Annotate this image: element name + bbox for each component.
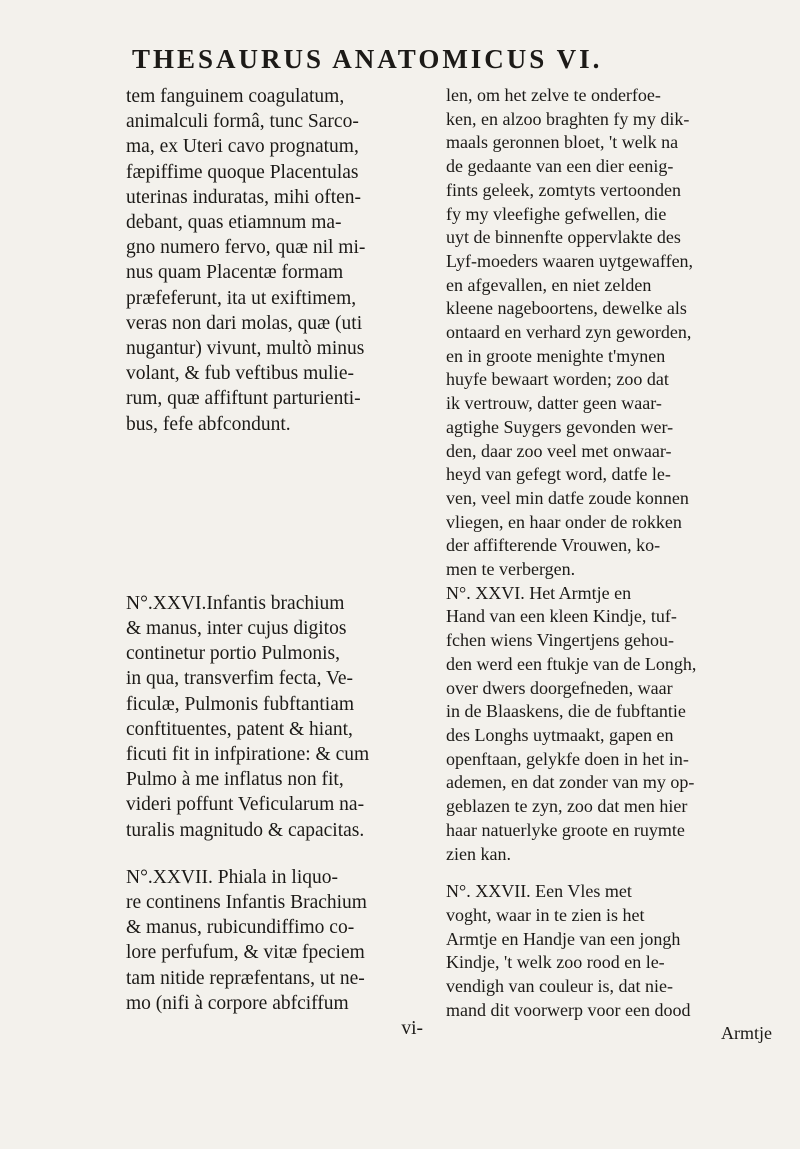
text-line: maals geronnen bloet, 't welk na xyxy=(446,132,679,153)
dutch-paragraph-1 xyxy=(446,84,776,582)
text-line: Hand van een kleen Kindje, tuf- xyxy=(446,606,677,627)
dutch-paragraph-3 xyxy=(446,880,776,1046)
text-line: N°. XXVI. Het Armtje en xyxy=(446,582,632,603)
text-line: in qua, transverfim fecta, Ve- xyxy=(126,668,354,690)
text-line: rum, quæ affiftunt parturienti- xyxy=(126,388,361,410)
text-line: nus quam Placentæ formam xyxy=(126,262,344,284)
text-line: conftituentes, patent & hiant, xyxy=(126,718,353,740)
text-line: animalculi formâ, tunc Sarco- xyxy=(126,111,359,133)
text-line: openftaan, gelykfe doen in het in- xyxy=(446,748,689,769)
running-head: THESAURUS ANATOMICUS VI. xyxy=(132,44,603,74)
text-line: vliegen, en haar onder de rokken xyxy=(446,511,682,532)
text-line: huyfe bewaart worden; zoo dat xyxy=(446,369,669,390)
text-line: ken, en alzoo braghten fy my dik- xyxy=(446,108,690,129)
text-line: Lyf-moeders waaren uytgewaffen, xyxy=(446,250,694,271)
text-line: Kindje, 't welk zoo rood en le- xyxy=(446,952,665,973)
text-line: de gedaante van een dier eenig- xyxy=(446,156,674,177)
text-line: fæpiffime quoque Placentulas xyxy=(126,161,359,183)
text-line: ficulæ, Pulmonis fubftantiam xyxy=(126,693,355,715)
text-line: videri poffunt Veficularum na- xyxy=(126,794,365,816)
text-line: men te verbergen. xyxy=(446,559,576,580)
latin-paragraph-3 xyxy=(126,865,431,1041)
text-line: Armtje en Handje van een jongh xyxy=(446,928,681,949)
paragraph-gap xyxy=(446,866,776,880)
paragraph-gap xyxy=(126,843,431,865)
dutch-column xyxy=(446,84,776,1046)
text-line: nugantur) vivunt, multò minus xyxy=(126,338,365,360)
text-line: vendigh van couleur is, dat nie- xyxy=(446,976,673,997)
latin-paragraph-1 xyxy=(126,84,431,437)
text-line: geblazen te zyn, zoo dat men hier xyxy=(446,796,688,817)
text-line: Pulmo à me inflatus non fit, xyxy=(126,769,344,791)
text-line: lore perfufum, & vitæ fpeciem xyxy=(126,942,365,964)
text-line: gno numero fervo, quæ nil mi- xyxy=(126,237,366,259)
text-line: veras non dari molas, quæ (uti xyxy=(126,312,363,334)
text-line: ven, veel min datfe zoude konnen xyxy=(446,487,689,508)
text-line: mo (nifi à corpore abfciffum xyxy=(126,992,349,1014)
text-line: heyd van gefegt word, datfe le- xyxy=(446,464,671,485)
text-line: re continens Infantis Brachium xyxy=(126,892,367,914)
text-line: kleene nageboortens, dewelke als xyxy=(446,298,687,319)
text-line: N°. XXVII. Een Vles met xyxy=(446,881,632,902)
text-line: tam nitide repræfentans, ut ne- xyxy=(126,967,365,989)
catchword: Armtje xyxy=(721,1023,772,1044)
text-line: uterinas induratas, mihi often- xyxy=(126,186,362,208)
paragraph-gap xyxy=(126,437,431,591)
text-line: fints geleek, zomtyts vertoonden xyxy=(446,179,681,200)
text-line: ademen, en dat zonder van my op- xyxy=(446,772,695,793)
text-line: der affifterende Vrouwen, ko- xyxy=(446,535,661,556)
text-line: ma, ex Uteri cavo prognatum, xyxy=(126,136,359,158)
text-line: turalis magnitudo & capacitas. xyxy=(126,819,365,841)
text-line: agtighe Suygers gevonden wer- xyxy=(446,416,674,437)
text-line: ontaard en verhard zyn geworden, xyxy=(446,322,692,343)
text-line: & manus, inter cujus digitos xyxy=(126,618,347,640)
text-line: haar natuerlyke groote en ruymte xyxy=(446,819,685,840)
text-line: volant, & fub veftibus mulie- xyxy=(126,363,355,385)
latin-column xyxy=(126,84,431,1041)
text-line: uyt de binnenfte oppervlakte des xyxy=(446,227,681,248)
text-line: debant, quas etiamnum ma- xyxy=(126,212,342,234)
text-line: ik vertrouw, datter geen waar- xyxy=(446,393,662,414)
text-line: en afgevallen, en niet zelden xyxy=(446,274,652,295)
latin-paragraph-2 xyxy=(126,591,431,843)
text-line: den, daar zoo veel met onwaar- xyxy=(446,440,672,461)
text-line: des Longhs uytmaakt, gapen en xyxy=(446,724,674,745)
text-line: zien kan. xyxy=(446,843,511,864)
text-line: N°.XXVII. Phiala in liquo- xyxy=(126,866,338,888)
text-line: præfeferunt, ita ut exiftimem, xyxy=(126,287,357,309)
text-line: len, om het zelve te onderfoe- xyxy=(446,85,661,105)
text-line: fy my vleefighe gefwellen, die xyxy=(446,203,667,224)
text-line: den werd een ftukje van de Longh, xyxy=(446,653,697,674)
text-line: bus, fefe abfcondunt. xyxy=(126,413,291,435)
text-line: ficuti fit in infpiratione: & cum xyxy=(126,744,370,766)
text-line: & manus, rubicundiffimo co- xyxy=(126,917,355,939)
text-line: voght, waar in te zien is het xyxy=(446,904,645,925)
text-line: over dwers doorgefneden, waar xyxy=(446,677,673,698)
text-line: mand dit voorwerp voor een dood xyxy=(446,999,691,1020)
text-line: en in groote menighte t'mynen xyxy=(446,345,666,366)
text-line: N°.XXVI.Infantis brachium xyxy=(126,592,345,614)
dutch-paragraph-2 xyxy=(446,582,776,866)
text-line: in de Blaaskens, die de fubftantie xyxy=(446,701,686,722)
text-line: tem fanguinem coagulatum, xyxy=(126,86,345,107)
text-line: continetur portio Pulmonis, xyxy=(126,643,340,665)
catchword: vi- xyxy=(401,1018,423,1040)
text-line: fchen wiens Vingertjens gehou- xyxy=(446,630,675,651)
